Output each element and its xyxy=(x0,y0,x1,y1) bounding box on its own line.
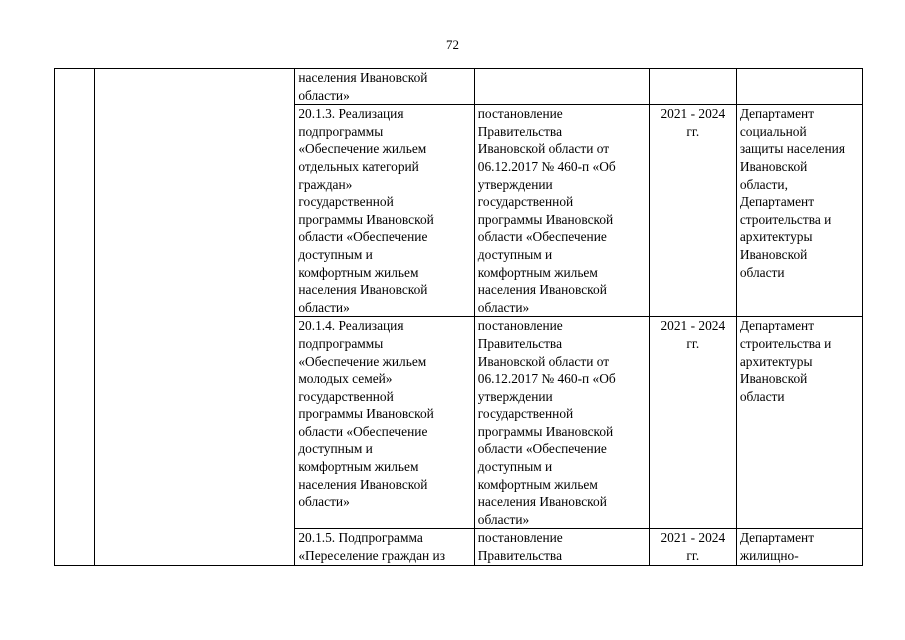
measures-table xyxy=(54,68,863,566)
period-cell: 2021 - 2024 гг. xyxy=(649,105,736,317)
executor-cell: Департамент социальной защиты населения Ивановской области, Департамент строительства и архитектуры Ивановской области xyxy=(736,105,862,317)
table-row xyxy=(55,69,863,105)
executor-cell: Департамент жилищно- xyxy=(736,529,862,565)
executor-cell xyxy=(736,69,862,105)
period-cell: 2021 - 2024 гг. xyxy=(649,529,736,565)
number-cell xyxy=(55,69,95,566)
period-cell: 2021 - 2024 гг. xyxy=(649,317,736,529)
document-cell: постановление Правительства xyxy=(474,529,649,565)
document-cell: постановление Правительства Ивановской области от 06.12.2017 № 460-п «Об утверждении государственной программы Ивановской области «Обеспечение доступным и комфортным жильем населения Ивановской области» xyxy=(474,317,649,529)
document-cell xyxy=(474,69,649,105)
executor-cell: Департамент строительства и архитектуры Ивановской области xyxy=(736,317,862,529)
section-cell xyxy=(95,69,295,566)
measure-name-cell: 20.1.3. Реализация подпрограммы «Обеспечение жильем отдельных категорий граждан» государственной программы Ивановской области «Обеспечение доступным и комфортным жильем населения Ивановской области» xyxy=(295,105,474,317)
page-number: 72 xyxy=(446,37,459,52)
measure-name-cell: 20.1.4. Реализация подпрограммы «Обеспечение жильем молодых семей» государственной программы Ивановской области «Обеспечение доступным и комфортным жильем населения Ивановской области» xyxy=(295,317,474,529)
document-cell: постановление Правительства Ивановской области от 06.12.2017 № 460-п «Об утверждении государственной программы Ивановской области «Обеспечение доступным и комфортным жильем населения Ивановской области» xyxy=(474,105,649,317)
measure-name-cell: 20.1.5. Подпрограмма «Переселение граждан из xyxy=(295,529,474,565)
measure-name-cell: населения Ивановской области» xyxy=(295,69,474,105)
period-cell xyxy=(649,69,736,105)
